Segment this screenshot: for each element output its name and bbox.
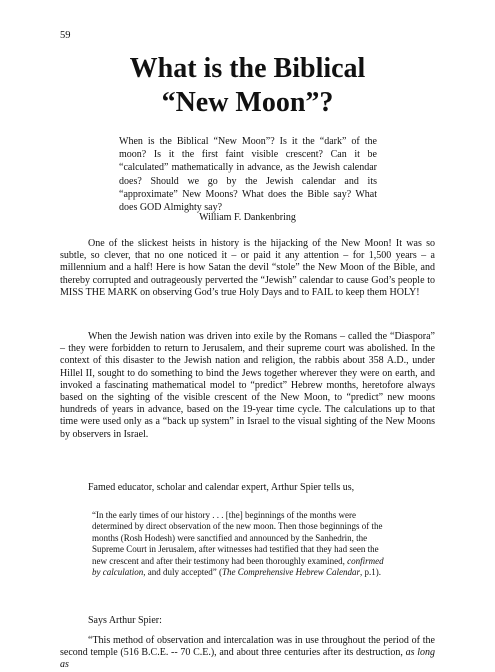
quote-emphasis: confirmed by calculation, [92, 555, 384, 578]
attribution-line: Says Arthur Spier: [88, 615, 162, 626]
page-title [60, 52, 435, 120]
author-name: William F. Dankenbring [199, 212, 296, 223]
para4-emphasis: as long as [60, 647, 436, 671]
title-line-1: What is the Biblical [129, 53, 366, 84]
body-paragraph-4 [60, 635, 435, 672]
body-paragraph-2: When the Jewish nation was driven into exile by the Romans – called the “Diaspora” – they were forbidden to return to Jerusalem, and their supreme court was abolished. In the context of this disaster to the Jewish nation and religion, the rabbis about 358 A.D., under Hillel II, sought to do something to bind the Jews together wherever they were on earth, and invoked a fascinating mathematical model to “predict” Hebrew months, heretofore always based on the sighting of the visible crescent of the New Moon, to “predict” new moons hundreds of years in advance, based on the 19-year time cycle. The calculations up to that time were used only as a “back up system” in Israel to the visual sighting of the New Moons by observers in Israel. [60, 331, 435, 440]
quote-text-3: , p.1). [360, 567, 382, 578]
quote-text-2: and duly accepted” ( [145, 567, 222, 578]
title-line-2: “New Moon”? [161, 87, 334, 118]
para4-text: “This method of observation and intercalation was in use throughout the period of the second temple (516 B.C.E. -- 70 C.E.), and about three centuries after its destruction, [60, 635, 435, 659]
quote-source: The Comprehensive Hebrew Calendar [221, 567, 361, 578]
body-paragraph-1: One of the slickest heists in history is the hijacking of the New Moon! It was so subtle, so clever, that no one noticed it – or paid it any attention – for 1,500 years – a millennium and a half! Here is how Satan the devil “stole” the New Moon of the Bible, and thereby corrupted and outrageously perverted the “Jewish” calendar to cause God’s people to MISS THE MARK on observing God’s true Holy Days and to FAIL to keep them HOLY! [60, 238, 435, 298]
block-quote [92, 510, 392, 578]
quote-text-1: “In the early times of our history . . . [the] beginnings of the months were determined by direct observation of the new moon. Then those beginnings of the months (Rosh Hodesh) were sanctified and announced by the Sanhedrin, the Supreme Court in Jerusalem, after witnesses had testified that they had seen the new crescent and after their testimony had been thoroughly examined, [92, 510, 383, 566]
body-paragraph-3: Famed educator, scholar and calendar expert, Arthur Spier tells us, [88, 482, 355, 493]
page-number: 59 [60, 30, 71, 41]
abstract-paragraph: When is the Biblical “New Moon”? Is it the “dark” of the moon? Is it the first faint visible crescent? Can it be “calculated” mathematically in advance, as the Jewish calendar does? Should we go by the Jewish calendar and its “approximate” New Moons? What does the Bible say? What does GOD Almighty say? [119, 136, 377, 214]
